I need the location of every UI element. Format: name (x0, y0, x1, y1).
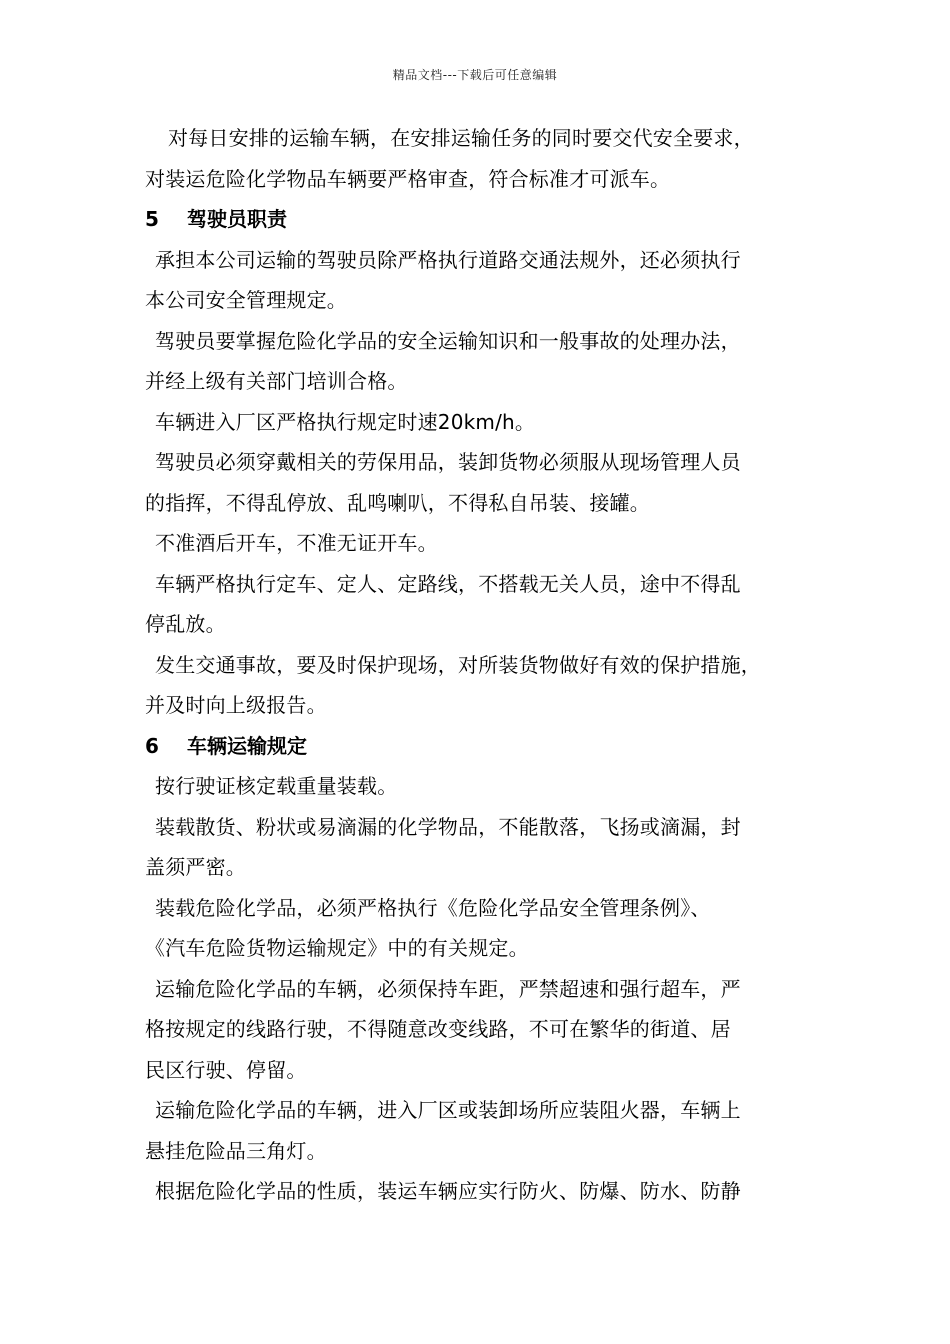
paragraph-line: 装载危险化学品，必须严格执行《危险化学品安全管理条例》、 (155, 895, 711, 920)
paragraph-line: 发生交通事故，要及时保护现场，对所装货物做好有效的保护措施， (155, 652, 761, 677)
paragraph-line: 并及时向上级报告。 (145, 693, 327, 717)
section-number: 6 (145, 733, 159, 758)
paragraph-line: 悬挂危险品三角灯。 (145, 1138, 327, 1163)
paragraph-line: 对装运危险化学物品车辆要严格审查，符合标准才可派车。 (145, 166, 671, 191)
paragraph-line: 盖须严密。 (145, 855, 246, 879)
paragraph-line: 承担本公司运输的驾驶员除严格执行道路交通法规外，还必须执行 (155, 247, 741, 272)
document-body (145, 118, 835, 1212)
section-number: 5 (145, 207, 159, 231)
section-title: 车辆运输规定 (187, 733, 307, 758)
section-heading (145, 726, 835, 767)
paragraph-line: 并经上级有关部门培训合格。 (145, 369, 408, 393)
section-heading (145, 199, 835, 240)
paragraph-line: 根据危险化学品的性质，装运车辆应实行防火、防爆、防水、防静 (155, 1179, 741, 1203)
paragraph-line: 驾驶员必须穿戴相关的劳保用品，装卸货物必须服从现场管理人员 (155, 450, 741, 474)
paragraph-line: 民区行驶、停留。 (145, 1057, 307, 1082)
paragraph-line: 停乱放。 (145, 612, 226, 636)
paragraph-line: 的指挥，不得乱停放、乱鸣喇叭，不得私自吊装、接罐。 (145, 490, 650, 515)
paragraph-line: 车辆进入厂区严格执行规定时速20km/h。 (155, 409, 536, 434)
section-title: 驾驶员职责 (187, 207, 287, 231)
paragraph-line: 《汽车危险货物运输规定》中的有关规定。 (145, 936, 529, 960)
paragraph-line: 车辆严格执行定车、定人、定路线，不搭载无关人员，途中不得乱 (155, 571, 741, 596)
paragraph-line: 驾驶员要掌握危险化学品的安全运输知识和一般事故的处理办法， (155, 328, 741, 353)
paragraph-line: 本公司安全管理规定。 (145, 288, 347, 312)
paragraph-line: 运输危险化学品的车辆，进入厂区或装卸场所应装阻火器，车辆上 (155, 1098, 741, 1122)
paragraph-line: 按行驶证核定载重量装载。 (155, 774, 398, 798)
paragraph-line: 运输危险化学品的车辆，必须保持车距，严禁超速和强行超车，严 (155, 976, 741, 1001)
paragraph-line: 格按规定的线路行驶，不得随意改变线路，不可在繁华的街道、居 (145, 1017, 731, 1041)
paragraph-line: 装载散货、粉状或易滴漏的化学物品，不能散落，飞扬或滴漏，封 (155, 814, 741, 839)
paragraph-line: 不准酒后开车，不准无证开车。 (155, 531, 438, 555)
page-header: 精品文档---下载后可任意编辑 (392, 68, 558, 82)
paragraph-line: 对每日安排的运输车辆，在安排运输任务的同时要交代安全要求， (168, 126, 754, 150)
